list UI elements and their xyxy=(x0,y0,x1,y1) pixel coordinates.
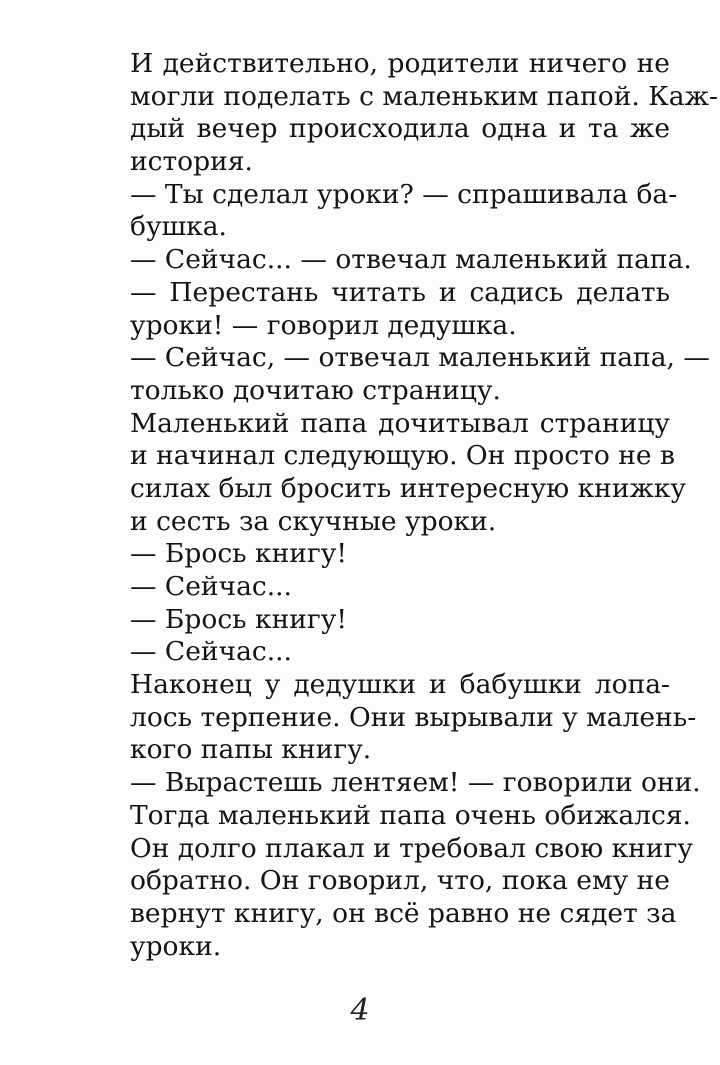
text-line: — Сейчас... xyxy=(130,636,292,668)
text-line: силах был бросить интересную книжку xyxy=(130,472,687,504)
text-line: и начинал следующую. Он просто не в xyxy=(130,440,675,472)
text-line: — Ты сделал уроки? — спрашивала ба- xyxy=(130,178,678,210)
page-text xyxy=(130,48,718,963)
text-line: уроки. xyxy=(130,930,222,962)
text-line: история. xyxy=(130,146,253,178)
text-line: — Вырастешь лентяем! — говорили они. xyxy=(130,767,701,799)
text-line: Наконец у дедушки и бабушки лопа- xyxy=(130,669,670,701)
text-line: и сесть за скучные уроки. xyxy=(130,505,497,537)
text-line: Тогда маленький папа очень обижался. xyxy=(130,799,691,831)
text-line: — Брось книгу! xyxy=(130,603,348,635)
text-line: — Брось книгу! xyxy=(130,538,348,570)
text-line: И действительно, родители ничего не xyxy=(130,48,670,79)
text-line: — Сейчас, — отвечал маленький папа, — xyxy=(130,342,710,374)
page-number: 4 xyxy=(350,993,370,1028)
text-line: могли поделать с маленьким папой. Каж- xyxy=(130,80,718,112)
text-line: вернут книгу, он всё равно не сядет за xyxy=(130,897,677,929)
text-line: — Сейчас... xyxy=(130,571,292,602)
text-line: Маленький папа дочитывал страницу xyxy=(130,407,670,439)
text-line: уроки! — говорил дедушка. xyxy=(130,309,517,341)
text-line: лось терпение. Они вырывали у малень- xyxy=(130,701,697,733)
text-line: — Сейчас... — отвечал маленький папа. xyxy=(130,244,692,276)
text-line: Он долго плакал и требовал свою книгу xyxy=(130,832,693,864)
text-line: — Перестань читать и садись делать xyxy=(130,276,670,308)
text-line: бушка. xyxy=(130,211,227,243)
text-line: дый вечер происходила одна и та же xyxy=(130,113,670,145)
text-line: только дочитаю страницу. xyxy=(130,374,501,406)
text-line: обратно. Он говорил, что, пока ему не xyxy=(130,865,670,897)
text-line: кого папы книгу. xyxy=(130,734,372,766)
